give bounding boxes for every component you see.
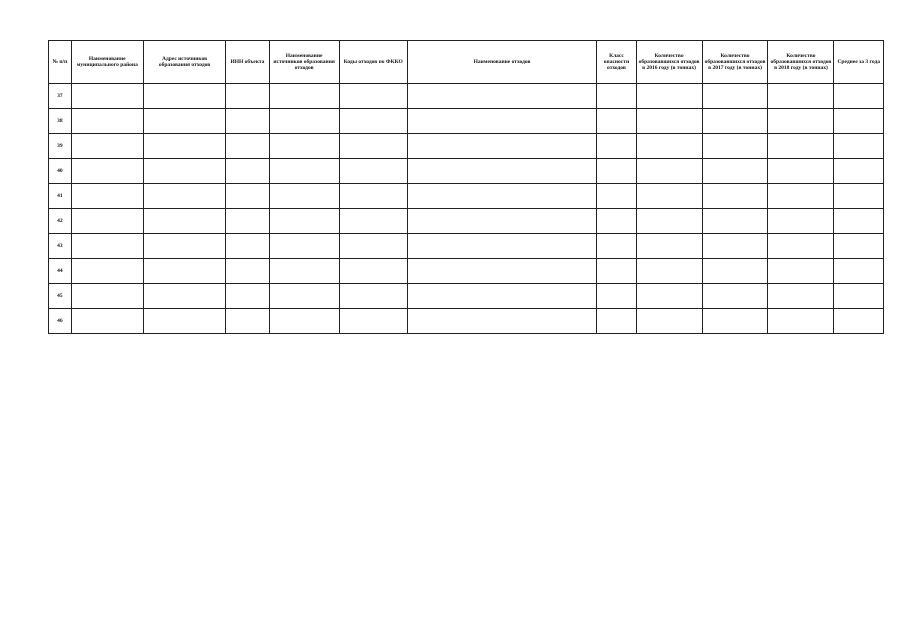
- table-row: [49, 284, 884, 309]
- row-number: 39: [49, 134, 72, 159]
- header-cell: № п/п: [49, 41, 72, 84]
- row-number: 38: [49, 109, 72, 134]
- table-row: [49, 134, 884, 159]
- header-cell: Наименование источников образования отходов: [269, 41, 339, 84]
- table-header-row: [49, 41, 884, 84]
- header-cell: Адрес источников образования отходов: [143, 41, 225, 84]
- header-cell: Среднее за 3 года: [834, 41, 884, 84]
- table-row: [49, 259, 884, 284]
- row-number: 37: [49, 84, 72, 109]
- table-row: [49, 159, 884, 184]
- header-cell: Класс опасности отходов: [597, 41, 636, 84]
- table-row: [49, 184, 884, 209]
- row-number: 43: [49, 234, 72, 259]
- table-row: [49, 109, 884, 134]
- header-cell: Количество образовавшихся отходов в 2016 году (в тоннах): [636, 41, 702, 84]
- row-number: 45: [49, 284, 72, 309]
- waste-sources-table: [48, 40, 884, 334]
- row-number: 41: [49, 184, 72, 209]
- header-cell: Количество образовавшихся отходов в 2018 году (в тоннах): [768, 41, 834, 84]
- table-row: [49, 234, 884, 259]
- header-cell: Количество образовавшихся отходов в 2017 году (в тоннах): [702, 41, 768, 84]
- header-cell: ИНН объекта: [226, 41, 269, 84]
- table-row: [49, 84, 884, 109]
- header-cell: Наименование муниципального района: [71, 41, 143, 84]
- header-cell: Наименование отходов: [407, 41, 597, 84]
- row-number: 40: [49, 159, 72, 184]
- row-number: 42: [49, 209, 72, 234]
- row-number: 44: [49, 259, 72, 284]
- table-row: [49, 309, 884, 334]
- table-row: [49, 209, 884, 234]
- header-cell: Коды отходов по ФККО: [339, 41, 407, 84]
- row-number: 46: [49, 309, 72, 334]
